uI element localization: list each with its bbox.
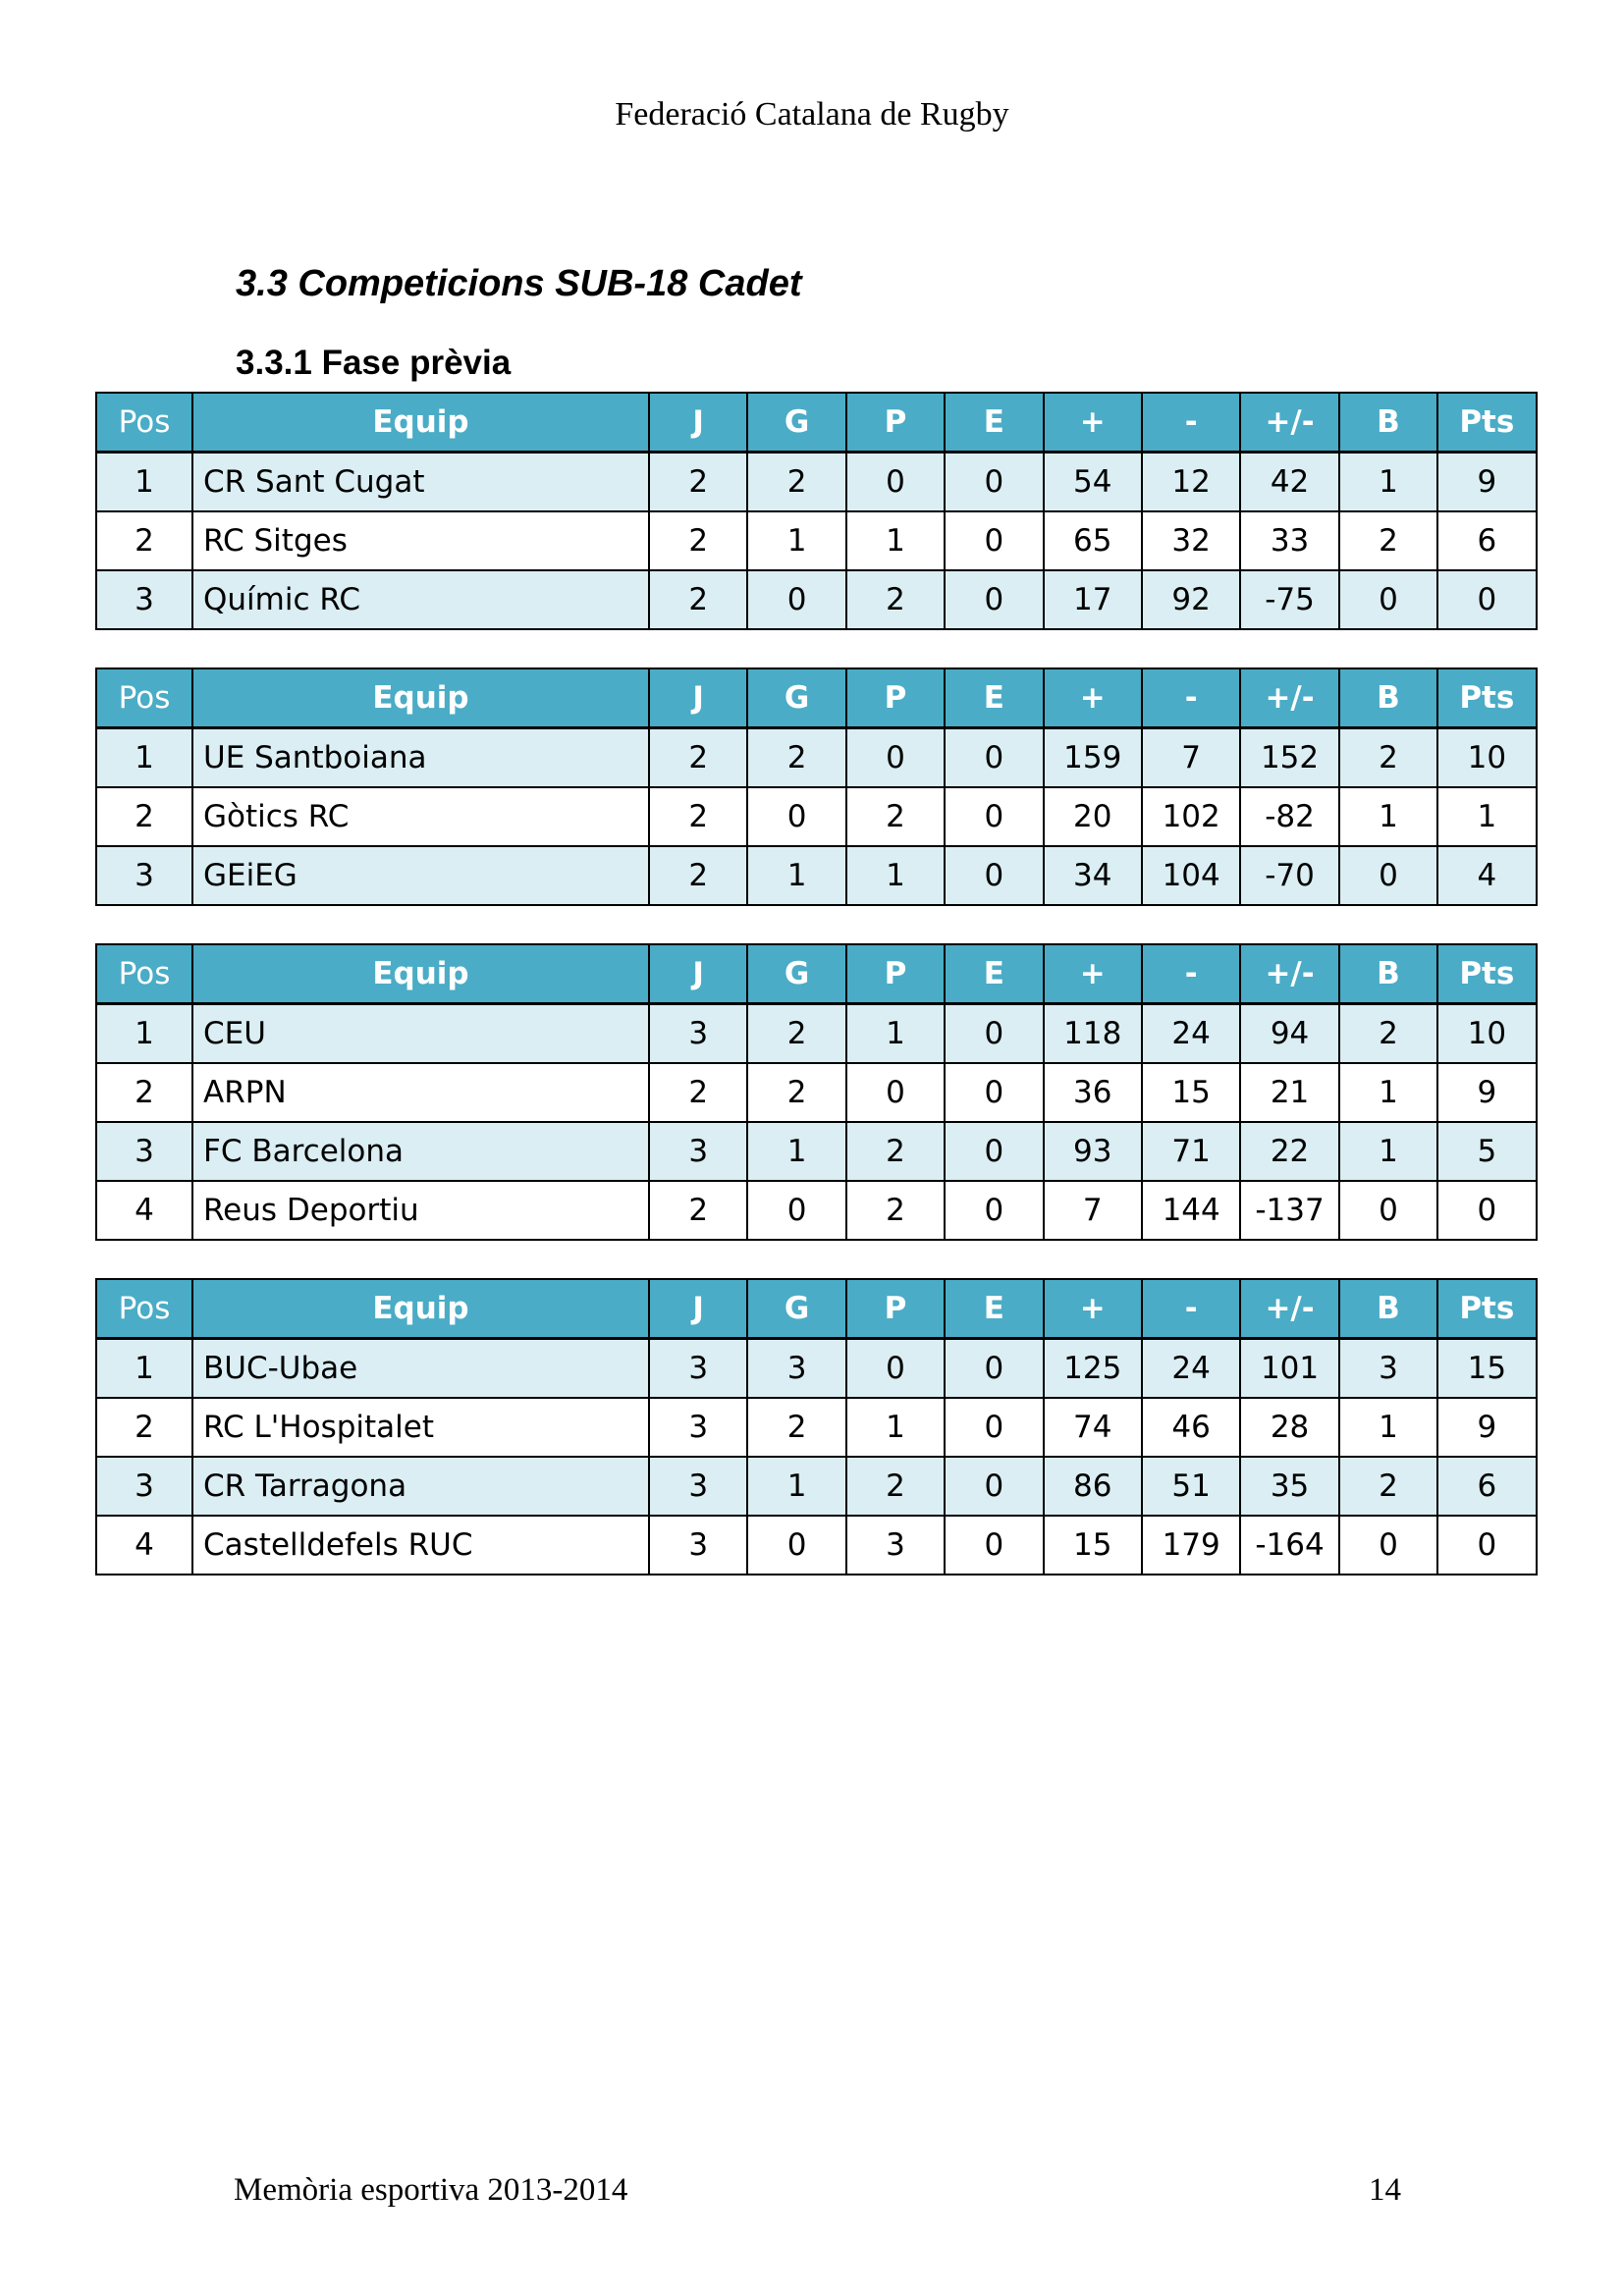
cell-points-for: 93 (1044, 1122, 1142, 1181)
cell-points-diff: 94 (1240, 1004, 1338, 1064)
table-row (96, 570, 1537, 629)
column-header-team: Equip (192, 393, 649, 453)
cell-played: 3 (649, 1457, 747, 1516)
cell-team: ARPN (192, 1063, 649, 1122)
cell-team: CR Tarragona (192, 1457, 649, 1516)
cell-lost: 0 (846, 1063, 945, 1122)
column-header-played: J (649, 1279, 747, 1339)
cell-points-against: 7 (1142, 728, 1240, 788)
cell-team: Químic RC (192, 570, 649, 629)
column-header-won: G (747, 668, 845, 728)
cell-lost: 2 (846, 1457, 945, 1516)
cell-points-against: 51 (1142, 1457, 1240, 1516)
cell-drawn: 0 (945, 1004, 1043, 1064)
cell-lost: 3 (846, 1516, 945, 1575)
cell-total-points: 9 (1437, 1063, 1536, 1122)
cell-pos: 4 (96, 1181, 192, 1240)
column-header-played: J (649, 944, 747, 1004)
column-header-bonus: B (1339, 393, 1437, 453)
cell-bonus: 2 (1339, 728, 1437, 788)
cell-points-for: 20 (1044, 787, 1142, 846)
cell-points-against: 24 (1142, 1004, 1240, 1064)
cell-drawn: 0 (945, 570, 1043, 629)
standings-tables (95, 392, 1536, 1613)
cell-pos: 1 (96, 1004, 192, 1064)
column-header-won: G (747, 944, 845, 1004)
cell-points-for: 118 (1044, 1004, 1142, 1064)
column-header-points-for: + (1044, 668, 1142, 728)
column-header-bonus: B (1339, 1279, 1437, 1339)
cell-drawn: 0 (945, 1181, 1043, 1240)
cell-team: RC Sitges (192, 511, 649, 570)
cell-played: 2 (649, 511, 747, 570)
cell-points-against: 32 (1142, 511, 1240, 570)
cell-bonus: 0 (1339, 846, 1437, 905)
cell-pos: 2 (96, 1063, 192, 1122)
cell-drawn: 0 (945, 453, 1043, 512)
cell-won: 3 (747, 1339, 845, 1399)
cell-points-against: 15 (1142, 1063, 1240, 1122)
cell-points-for: 159 (1044, 728, 1142, 788)
column-header-drawn: E (945, 1279, 1043, 1339)
column-header-bonus: B (1339, 944, 1437, 1004)
cell-points-diff: -70 (1240, 846, 1338, 905)
cell-won: 2 (747, 1063, 845, 1122)
table-row (96, 1339, 1537, 1399)
table-header-row (96, 1279, 1537, 1339)
cell-pos: 3 (96, 1122, 192, 1181)
cell-bonus: 2 (1339, 1004, 1437, 1064)
cell-points-for: 34 (1044, 846, 1142, 905)
column-header-points-for: + (1044, 1279, 1142, 1339)
table-row (96, 453, 1537, 512)
standings-table-group-1 (95, 392, 1538, 630)
cell-played: 3 (649, 1339, 747, 1399)
cell-points-diff: 101 (1240, 1339, 1338, 1399)
cell-points-for: 15 (1044, 1516, 1142, 1575)
cell-points-diff: 152 (1240, 728, 1338, 788)
cell-drawn: 0 (945, 846, 1043, 905)
cell-team: Gòtics RC (192, 787, 649, 846)
column-header-points-for: + (1044, 393, 1142, 453)
cell-total-points: 6 (1437, 511, 1536, 570)
cell-played: 2 (649, 1181, 747, 1240)
cell-drawn: 0 (945, 511, 1043, 570)
table-row (96, 787, 1537, 846)
cell-lost: 2 (846, 1181, 945, 1240)
cell-points-diff: -137 (1240, 1181, 1338, 1240)
column-header-total-points: Pts (1437, 944, 1536, 1004)
column-header-team: Equip (192, 1279, 649, 1339)
cell-drawn: 0 (945, 1339, 1043, 1399)
cell-lost: 2 (846, 1122, 945, 1181)
cell-played: 3 (649, 1398, 747, 1457)
cell-lost: 1 (846, 511, 945, 570)
cell-won: 0 (747, 787, 845, 846)
cell-points-for: 125 (1044, 1339, 1142, 1399)
cell-won: 2 (747, 1398, 845, 1457)
cell-total-points: 5 (1437, 1122, 1536, 1181)
cell-total-points: 0 (1437, 1181, 1536, 1240)
column-header-drawn: E (945, 393, 1043, 453)
cell-lost: 2 (846, 787, 945, 846)
cell-points-diff: -82 (1240, 787, 1338, 846)
cell-total-points: 9 (1437, 453, 1536, 512)
table-row (96, 846, 1537, 905)
cell-lost: 0 (846, 728, 945, 788)
cell-points-diff: 21 (1240, 1063, 1338, 1122)
cell-played: 2 (649, 728, 747, 788)
cell-played: 2 (649, 570, 747, 629)
cell-played: 2 (649, 1063, 747, 1122)
cell-points-diff: 28 (1240, 1398, 1338, 1457)
cell-bonus: 1 (1339, 453, 1437, 512)
cell-won: 1 (747, 846, 845, 905)
table-header-row (96, 668, 1537, 728)
cell-bonus: 1 (1339, 1122, 1437, 1181)
cell-bonus: 2 (1339, 1457, 1437, 1516)
cell-drawn: 0 (945, 1398, 1043, 1457)
column-header-points-diff: +/- (1240, 1279, 1338, 1339)
standings-table-group-4 (95, 1278, 1538, 1575)
section-title: 3.3 Competicions SUB-18 Cadet (236, 263, 802, 304)
cell-pos: 3 (96, 1457, 192, 1516)
cell-drawn: 0 (945, 787, 1043, 846)
column-header-points-diff: +/- (1240, 393, 1338, 453)
cell-bonus: 1 (1339, 1063, 1437, 1122)
cell-drawn: 0 (945, 1063, 1043, 1122)
cell-won: 2 (747, 453, 845, 512)
cell-points-against: 144 (1142, 1181, 1240, 1240)
cell-team: UE Santboiana (192, 728, 649, 788)
cell-points-for: 74 (1044, 1398, 1142, 1457)
cell-total-points: 4 (1437, 846, 1536, 905)
column-header-pos: Pos (96, 944, 192, 1004)
table-row (96, 511, 1537, 570)
cell-team: Reus Deportiu (192, 1181, 649, 1240)
column-header-won: G (747, 393, 845, 453)
cell-points-against: 102 (1142, 787, 1240, 846)
cell-points-for: 17 (1044, 570, 1142, 629)
cell-won: 2 (747, 1004, 845, 1064)
column-header-drawn: E (945, 668, 1043, 728)
standings-table-group-2 (95, 667, 1538, 906)
footer-document-title: Memòria esportiva 2013-2014 (234, 2172, 628, 2208)
subsection-title: 3.3.1 Fase prèvia (236, 344, 512, 382)
cell-total-points: 6 (1437, 1457, 1536, 1516)
cell-drawn: 0 (945, 1516, 1043, 1575)
cell-played: 3 (649, 1122, 747, 1181)
cell-points-against: 179 (1142, 1516, 1240, 1575)
cell-team: CEU (192, 1004, 649, 1064)
cell-pos: 1 (96, 453, 192, 512)
cell-total-points: 10 (1437, 1004, 1536, 1064)
column-header-pos: Pos (96, 393, 192, 453)
cell-won: 0 (747, 570, 845, 629)
cell-points-for: 36 (1044, 1063, 1142, 1122)
footer-page-number: 14 (1369, 2172, 1401, 2208)
column-header-won: G (747, 1279, 845, 1339)
column-header-points-for: + (1044, 944, 1142, 1004)
cell-lost: 2 (846, 570, 945, 629)
cell-total-points: 1 (1437, 787, 1536, 846)
column-header-played: J (649, 668, 747, 728)
cell-pos: 4 (96, 1516, 192, 1575)
cell-bonus: 0 (1339, 1181, 1437, 1240)
cell-total-points: 15 (1437, 1339, 1536, 1399)
table-row (96, 1516, 1537, 1575)
column-header-pos: Pos (96, 1279, 192, 1339)
column-header-points-against: - (1142, 1279, 1240, 1339)
cell-team: RC L'Hospitalet (192, 1398, 649, 1457)
cell-lost: 0 (846, 1339, 945, 1399)
cell-points-diff: 42 (1240, 453, 1338, 512)
cell-bonus: 0 (1339, 570, 1437, 629)
table-header-row (96, 393, 1537, 453)
cell-points-against: 46 (1142, 1398, 1240, 1457)
cell-won: 1 (747, 1457, 845, 1516)
page-header: Federació Catalana de Rugby (615, 96, 1009, 133)
cell-lost: 1 (846, 1004, 945, 1064)
cell-total-points: 9 (1437, 1398, 1536, 1457)
cell-played: 2 (649, 787, 747, 846)
cell-bonus: 0 (1339, 1516, 1437, 1575)
cell-pos: 2 (96, 511, 192, 570)
cell-points-against: 104 (1142, 846, 1240, 905)
cell-team: Castelldefels RUC (192, 1516, 649, 1575)
cell-total-points: 0 (1437, 1516, 1536, 1575)
cell-points-for: 86 (1044, 1457, 1142, 1516)
cell-points-for: 65 (1044, 511, 1142, 570)
column-header-team: Equip (192, 668, 649, 728)
cell-won: 0 (747, 1181, 845, 1240)
table-row (96, 1063, 1537, 1122)
cell-total-points: 0 (1437, 570, 1536, 629)
cell-points-diff: 33 (1240, 511, 1338, 570)
column-header-points-against: - (1142, 668, 1240, 728)
column-header-points-diff: +/- (1240, 668, 1338, 728)
cell-points-against: 92 (1142, 570, 1240, 629)
cell-points-against: 24 (1142, 1339, 1240, 1399)
cell-pos: 1 (96, 728, 192, 788)
standings-table-group-3 (95, 943, 1538, 1241)
cell-pos: 1 (96, 1339, 192, 1399)
cell-points-for: 7 (1044, 1181, 1142, 1240)
column-header-team: Equip (192, 944, 649, 1004)
cell-bonus: 2 (1339, 511, 1437, 570)
cell-lost: 1 (846, 1398, 945, 1457)
cell-pos: 3 (96, 570, 192, 629)
table-row (96, 1004, 1537, 1064)
cell-points-against: 12 (1142, 453, 1240, 512)
column-header-drawn: E (945, 944, 1043, 1004)
table-row (96, 1122, 1537, 1181)
cell-pos: 3 (96, 846, 192, 905)
cell-bonus: 1 (1339, 787, 1437, 846)
column-header-points-diff: +/- (1240, 944, 1338, 1004)
cell-team: GEiEG (192, 846, 649, 905)
cell-won: 0 (747, 1516, 845, 1575)
cell-won: 1 (747, 511, 845, 570)
cell-points-against: 71 (1142, 1122, 1240, 1181)
cell-pos: 2 (96, 787, 192, 846)
table-header-row (96, 944, 1537, 1004)
table-row (96, 728, 1537, 788)
column-header-points-against: - (1142, 393, 1240, 453)
cell-points-diff: -164 (1240, 1516, 1338, 1575)
column-header-total-points: Pts (1437, 393, 1536, 453)
cell-points-for: 54 (1044, 453, 1142, 512)
column-header-pos: Pos (96, 668, 192, 728)
column-header-lost: P (846, 393, 945, 453)
cell-played: 3 (649, 1516, 747, 1575)
cell-played: 3 (649, 1004, 747, 1064)
cell-lost: 0 (846, 453, 945, 512)
cell-pos: 2 (96, 1398, 192, 1457)
cell-team: FC Barcelona (192, 1122, 649, 1181)
cell-team: BUC-Ubae (192, 1339, 649, 1399)
column-header-total-points: Pts (1437, 1279, 1536, 1339)
cell-played: 2 (649, 846, 747, 905)
table-row (96, 1398, 1537, 1457)
column-header-lost: P (846, 1279, 945, 1339)
cell-points-diff: 35 (1240, 1457, 1338, 1516)
cell-bonus: 3 (1339, 1339, 1437, 1399)
cell-team: CR Sant Cugat (192, 453, 649, 512)
column-header-played: J (649, 393, 747, 453)
cell-drawn: 0 (945, 1457, 1043, 1516)
table-row (96, 1181, 1537, 1240)
column-header-points-against: - (1142, 944, 1240, 1004)
column-header-bonus: B (1339, 668, 1437, 728)
cell-won: 2 (747, 728, 845, 788)
cell-total-points: 10 (1437, 728, 1536, 788)
cell-drawn: 0 (945, 728, 1043, 788)
cell-won: 1 (747, 1122, 845, 1181)
cell-played: 2 (649, 453, 747, 512)
cell-bonus: 1 (1339, 1398, 1437, 1457)
cell-points-diff: 22 (1240, 1122, 1338, 1181)
cell-drawn: 0 (945, 1122, 1043, 1181)
column-header-total-points: Pts (1437, 668, 1536, 728)
column-header-lost: P (846, 944, 945, 1004)
table-row (96, 1457, 1537, 1516)
cell-lost: 1 (846, 846, 945, 905)
column-header-lost: P (846, 668, 945, 728)
cell-points-diff: -75 (1240, 570, 1338, 629)
